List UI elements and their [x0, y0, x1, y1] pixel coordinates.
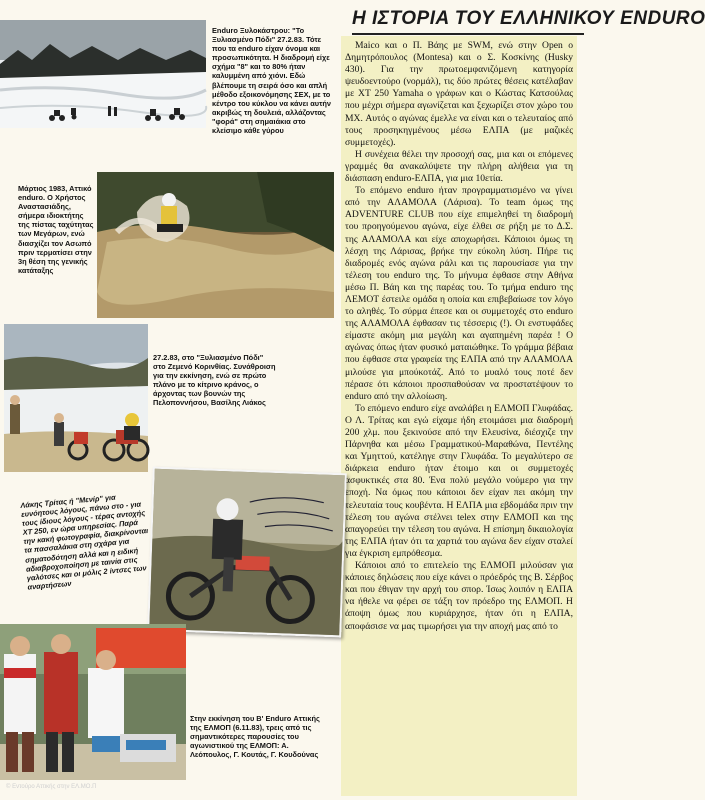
- article-paragraph: Το επόμενο enduro είχε αναλάβει η ΕΛΜΟΠ Γλυφάδας. Ο Λ. Τρίτας και εγώ είχαμε ήδη ετοιμάσει μια διαδρομή 200 χλμ. που ξεκινούσε από την Ελευσίνα, διέσχιζε την Πάρνηθα και μέσω Γραμματικού-Μαραθώνα, Πεντέλης και Υμηττού, κατέληγε στην Γλυφάδα. Το μεγαλύτερο σε διάρκεια enduro ήταν έτοιμο και οι συμμετοχές ασφυκτικές στα 80. Ένα πολύ μεγάλο νούμερο για την εποχή. Να όμως που κάποιοι δεν είχαν πει ακόμη την τελευταία τους κουβέντα. Η ΕΛΠΑ μια εβδομάδα πριν την τέλεση του αγώνα στέλνει telex στην ΕΛΜΟΠ και της απαγορεύει την τέλεση του αγώνα. Η επίσημη δικαιολογία της ΕΛΠΑ ήταν ότι τα χαρτιά του αγώνα δεν είχαν σταλεί για έγκριση εμπρόθεσμα.: [345, 402, 573, 559]
- article-paragraph: Η συνέχεια θέλει την προσοχή σας, μια και οι επόμενες γραμμές θα ανακαλύψετε την πλήρη αλήθεια για τη διάσπαση enduro-ΕΛΠΑ, για μια 10ετία.: [345, 148, 573, 185]
- article-paragraph: Το επόμενο enduro ήταν προγραμματισμένο να γίνει από την ΑΛΑΜΟΛΑ (Λάρισα). Το team όμως της ADVENTURE CLUB που είχε επιμεληθεί τη διαδρομή του προηγούμενου αγώνα, είχε έλθει σε ρήξη με το Δ.Σ. της ΑΛΑΜΟΛΑ και είχε αποχωρήσει. Κάποιοι όμως τη λέσχη της Λάρισας, βρήκε την εύκολη λύση. Πήρε τις διαδρομές ενός αγώνα ράλι και τις παρουσίασε για την τέλεση του enduro της. Το μήνυμα έφθασε στην Αθήνα μέσω Π. Βάη και της παρέας του. Το τμήμα enduro της ΛΕΜΟΤ έστειλε ομάδα η οποία και επιβεβαίωσε τον λόγο το αληθές. Το σύρμα έπεσε και οι συμμετοχές στο enduro της ΑΛΑΜΟΛΑ έφθασαν τις τέσσερις (!). Οι ενστυφάδες είμαστε ακόμη μια μεγάλη και αγαπημένη παρέα ! Ο αγώνας όπως ήταν φυσικό ματαιώθηκε. Το γράμμα βέβαια που έφθασε στα γραφεία της ΕΛΠΑ από την ΑΛΑΜΟΛΑ μιλούσε για μπούκοτάζ. Από το μυαλό τους ποτέ δεν πέρασε ότι κάποιοι προσπαθούσαν να προστατέψουν το enduro από την αλλοίωση.: [345, 185, 573, 402]
- photo-start-gathering: [4, 324, 148, 472]
- photo-three-riders: [0, 624, 186, 780]
- caption-photo-2: Μάρτιος 1983, Αττικό enduro. Ο Χρήστος Αναστασιάδης, σήμερα ιδιοκτήτης της πίστας ταχύτητας των Μεγάρων, ενώ διασχίζει τον Ασωπό πριν τερματίσει στην 3η θέση της γενικής κατάταξης: [18, 184, 94, 275]
- article-paragraph: Κάποιοι από το επιτελείο της ΕΛΜΟΠ μιλούσαν για κάποιες δηλώσεις που είχε κάνει ο πρόεδρός της Β. Σέρβος και που έθιγαν την αρχή του σπορ. Ίσως λοιπόν η ΕΛΠΑ να ήθελε να φέρει σε τάξη τον πρόεδρο της ΕΛΜΟΠ. Η άποψη όμως που κυριάρχησε, ήταν ότι η ΕΛΠΑ, αποφάσισε να μας τιμωρήσει για την αποχή μας από το: [345, 560, 574, 632]
- photo-river-crossing: [97, 172, 334, 318]
- header-rule: [352, 33, 584, 35]
- article-body: [345, 40, 573, 796]
- caption-photo-4: Λάκης Τρίτας ή "Μενίρ" για ευνόητους λόγους, πάνω στο - για τους ίδιους λόγους - τέρας αντοχής XT 250, εν ώρα υπηρεσίας. Παρά την κακή φωτογραφία, διακρίνονται τα πασσαλάκια στη σχάρα για σηματοδότηση αλλά και η ειδική αδιαβροχοποίηση με ταινία στις γαλότσες και οι μόλις 2 ίντσες των αναρτήσεων: [20, 492, 149, 592]
- photo-xt250-rider: [147, 467, 347, 638]
- page-edge: [577, 36, 592, 800]
- page-header-title: Η ΙΣΤΟΡΙΑ ΤΟΥ ΕΛΛΗΝΙΚΟΥ ENDURO: [352, 8, 705, 29]
- photo-snow-riders: [0, 20, 206, 128]
- photo-credit: © Εντούρο Αττικής στην ΕΛ.ΜΟ.Π: [6, 784, 97, 790]
- caption-photo-1: Enduro Ξυλοκάστρου: "Το Ξυλιασμένο Πόδι" 27.2.83. Τότε που τα enduro είχαν όνομα και προσωπικότητα. Η διαδρομή είχε σχήμα "8" και το 80% ήταν καλυμμένη από χιόνι. Εδώ βλέπουμε τη σειρά όσο και απλή μέθοδο εξοικονόμησης ΣΕΧ, με το κέντρο του κύκλου να κάνει αυτήν ακριβώς τη δουλειά, αλλάζοντας "φορά" στη σημαιάκια στο κλείσιμο κάθε γύρου: [212, 26, 332, 136]
- caption-photo-3: 27.2.83, στο "Ξυλιασμένο Πόδι" στο Ζεμενό Κορινθίας. Συνάθροιση για την εκκίνηση, ενώ σε πρώτο πλάνο με το κίτρινο κράνος, ο άρχοντας των βουνών της Πελοποννήσου, Βασίλης Λιάκος: [153, 353, 276, 408]
- caption-photo-5: Στην εκκίνηση του Β' Enduro Αττικής της ΕΛΜΟΠ (6.11.83), τρεις από τις σημαντικότερες παρουσίες του αγωνιστικού της ΕΛΜΟΠ: Α. Λεόπουλος, Γ. Κουτάς, Γ. Κουδούνας: [190, 714, 320, 760]
- article-paragraph: Maico και ο Π. Βάης με SWM, ενώ στην Open ο Δημητρόπουλος (Montesa) και ο Σ. Κοσκίνης (Husky 430). Για την πρωτοεμφανιζόμενη κατηγορία ψευδοεντούρο (νορμάλ), τις δύο πρώτες θέσεις κατέλαβαν με XT 250 Yamaha ο γράφων και ο Κώστας Κατσούλας που μέχρι σήμερα αγωνίζεται και ξεχωρίζει στον χώρο του MX. Αυτός ο αγώνας έμελλε να είναι και ο τελευταίος από τους προσηκηγμένους μέσω ΕΛΠΑ (με μαζικές συμμετοχές).: [345, 40, 573, 148]
